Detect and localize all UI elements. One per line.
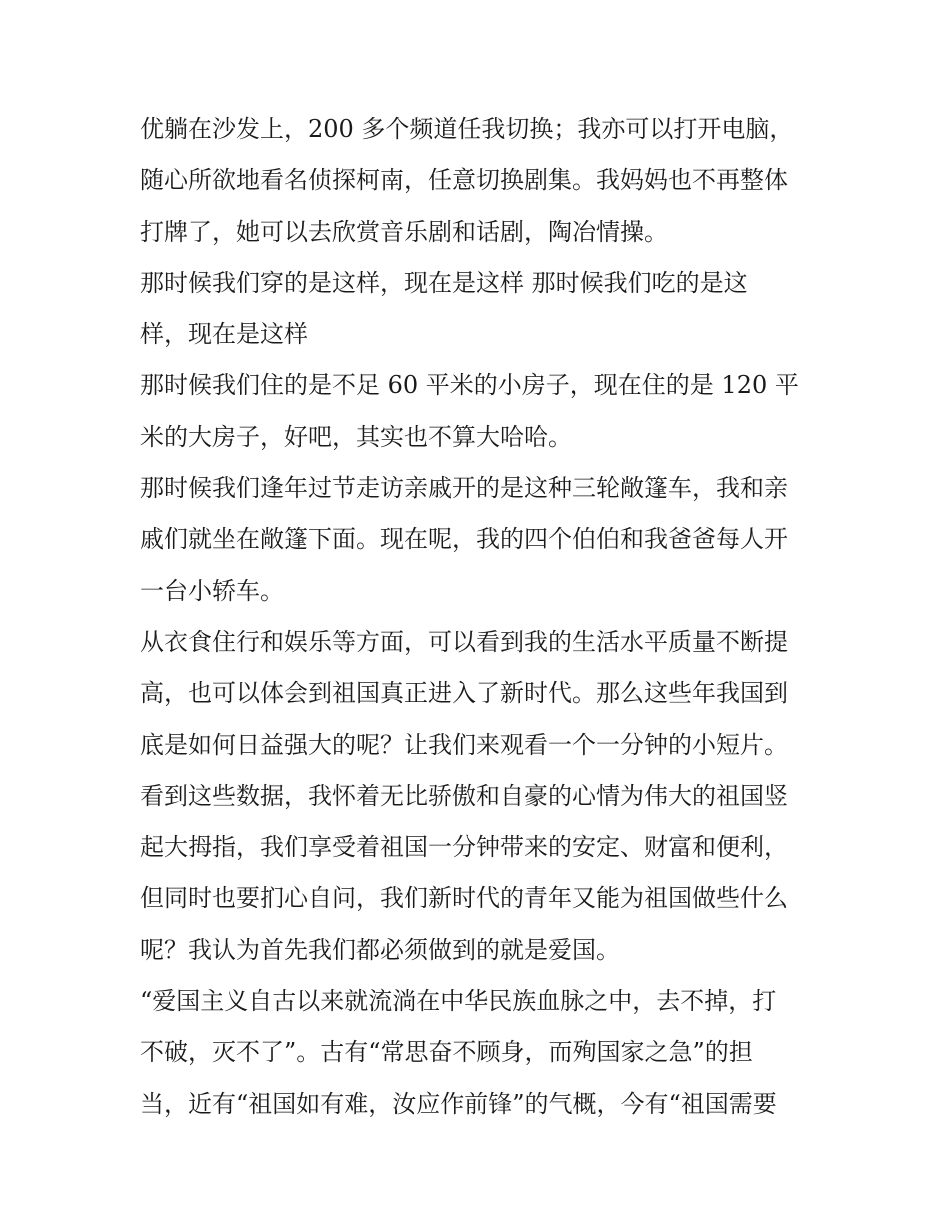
text-line: 看到这些数据，我怀着无比骄傲和自豪的心情为伟大的祖国竖 xyxy=(140,781,788,810)
text-line: 底是如何日益强大的呢？让我们来观看一个一分钟的小短片。 xyxy=(140,730,788,759)
text-line: 不破，灭不了”。古有“常思奋不顾身，而殉国家之急”的担 xyxy=(140,1038,753,1067)
body-text xyxy=(140,104,820,1130)
text-line: 起大拇指，我们享受着祖国一分钟带来的安定、财富和便利， xyxy=(140,833,788,862)
text-line: 一台小轿车。 xyxy=(140,576,284,605)
text-line: 那时候我们穿的是这样，现在是这样 那时候我们吃的是这 xyxy=(140,268,748,297)
text-line: 呢？我认为首先我们都必须做到的就是爱国。 xyxy=(140,935,620,964)
text-line: 但同时也要扪心自问，我们新时代的青年又能为祖国做些什么 xyxy=(140,884,788,913)
text-line: 从衣食住行和娱乐等方面，可以看到我的生活水平质量不断提 xyxy=(140,627,788,656)
text-line: 随心所欲地看名侦探柯南，任意切换剧集。我妈妈也不再整体 xyxy=(140,166,788,195)
text-line: 样，现在是这样 xyxy=(140,320,308,349)
text-line: 戚们就坐在敞篷下面。现在呢，我的四个伯伯和我爸爸每人开 xyxy=(140,525,788,554)
text-line: 那时候我们逢年过节走访亲戚开的是这种三轮敞篷车，我和亲 xyxy=(140,474,788,503)
text-line: 米的大房子，好吧，其实也不算大哈哈。 xyxy=(140,422,572,451)
text-line: 高，也可以体会到祖国真正进入了新时代。那么这些年我国到 xyxy=(140,679,788,708)
text-line: 那时候我们住的是不足 60 平米的小房子，现在住的是 120 平 xyxy=(140,371,799,400)
text-line: 优躺在沙发上，200 多个频道任我切换；我亦可以打开电脑， xyxy=(140,115,794,143)
text-line: “爱国主义自古以来就流淌在中华民族血脉之中，去不掉，打 xyxy=(140,987,777,1016)
text-line: 当，近有“祖国如有难，汝应作前锋”的气概，今有“祖国需要 xyxy=(140,1089,777,1118)
text-line: 打牌了，她可以去欣赏音乐剧和话剧，陶冶情操。 xyxy=(140,217,668,246)
